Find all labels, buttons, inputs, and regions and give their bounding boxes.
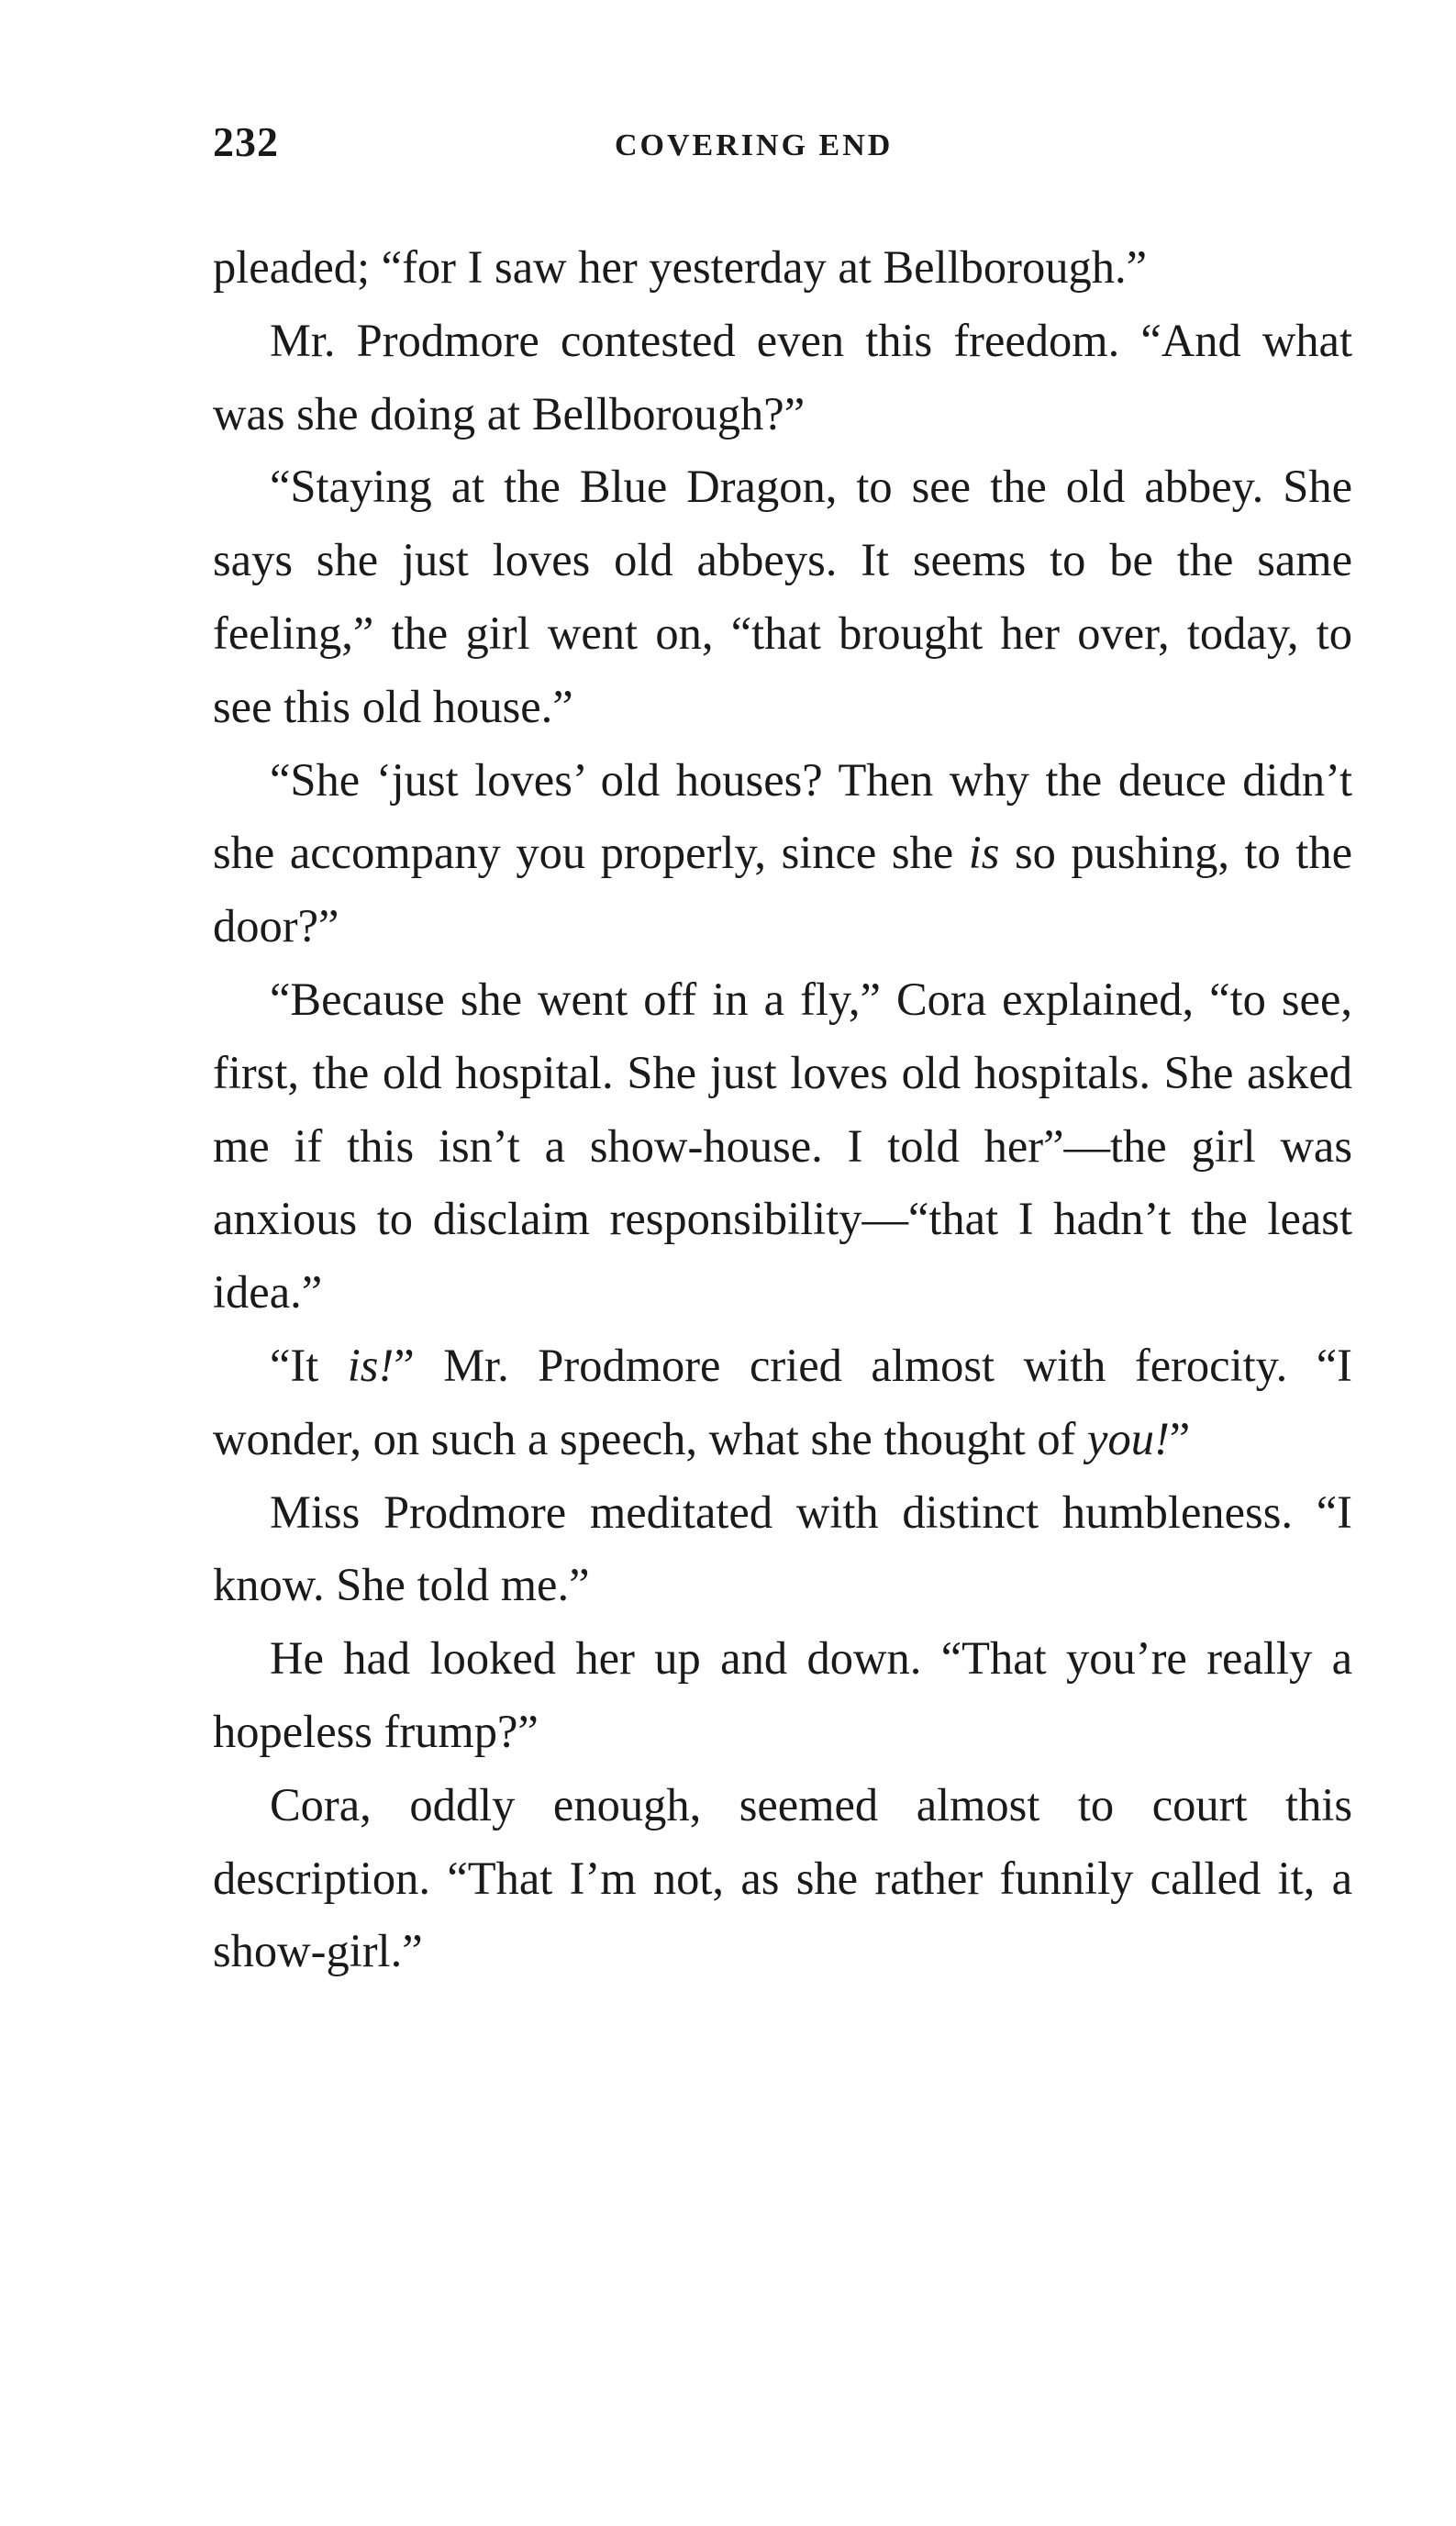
paragraph-4-text: “She ‘just loves’ old houses? Then why the deuce didn’t she accompany you properly, since she	[213, 753, 1352, 879]
paragraph-6-emphasis-2: you!	[1087, 1412, 1170, 1464]
paragraph-4-text-after: so pushing, to the door?”	[213, 827, 1353, 952]
paragraph-6	[213, 1330, 1352, 1476]
body-text	[213, 231, 1352, 1988]
running-head	[213, 117, 1352, 182]
paragraph-5-text: “Because she went off in a fly,” Cora explained, “to see, first, the old hospital. She just loves old hospitals. She asked me if this isn’t a show-house. I told her”—the girl was anxious to disclaim responsibility—“that I hadn’t the least idea.”	[213, 973, 1352, 1319]
paragraph-1-text: pleaded; “for I saw her yesterday at Bellborough.”	[213, 241, 1148, 293]
paragraph-3-text: “Staying at the Blue Dragon, to see the old abbey. She says she just loves old abbeys. It seems to be the same feeling,” the girl went on, “that brought her over, today, to see this old house.”	[213, 461, 1352, 732]
paragraph-3	[213, 451, 1352, 743]
paragraph-8	[213, 1622, 1352, 1769]
paragraph-6-emphasis: is!	[347, 1339, 395, 1391]
paragraph-6-text: “It	[270, 1339, 319, 1391]
paragraph-6-text-after: ” Mr. Prodmore cried almost with ferocity. “I wonder, on such a speech, what she thought of	[213, 1339, 1352, 1464]
paragraph-7	[213, 1476, 1352, 1623]
paragraph-2-text: Mr. Prodmore contested even this freedom. “And what was she doing at Bellborough?”	[213, 314, 1352, 440]
paragraph-2	[213, 305, 1352, 451]
paragraph-8-text: He had looked her up and down. “That you’re really a hopeless frump?”	[213, 1632, 1352, 1757]
running-title: COVERING END	[615, 128, 894, 162]
paragraph-9-text: Cora, oddly enough, seemed almost to court this description. “That I’m not, as she rather funnily called it, a show-girl.”	[213, 1778, 1352, 1977]
paragraph-5	[213, 963, 1352, 1330]
paragraph-4	[213, 744, 1352, 963]
paragraph-7-text: Miss Prodmore meditated with distinct humbleness. “I know. She told me.”	[213, 1486, 1352, 1611]
paragraph-9	[213, 1769, 1352, 1988]
paragraph-1	[213, 231, 1352, 305]
paragraph-6-text-after-2: ”	[1169, 1412, 1191, 1464]
paragraph-4-emphasis: is	[968, 827, 1000, 879]
page-number: 232	[213, 118, 279, 165]
